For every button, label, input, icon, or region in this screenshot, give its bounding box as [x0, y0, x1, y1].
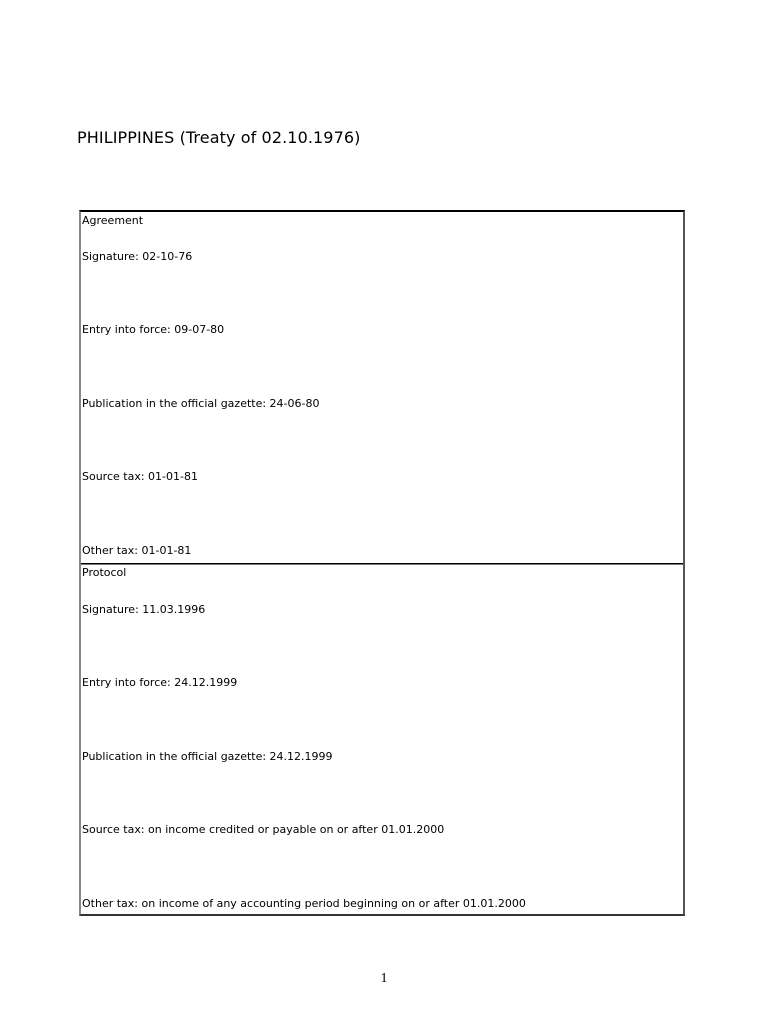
protocol-signature: Signature: 11.03.1996 — [82, 603, 206, 616]
protocol-entry-into-force: Entry into force: 24.12.1999 — [82, 676, 238, 689]
protocol-source-tax: Source tax: on income credited or payable on or after 01.01.2000 — [82, 823, 445, 836]
agreement-source-tax: Source tax: 01-01-81 — [82, 470, 198, 483]
agreement-section — [81, 212, 683, 564]
protocol-section — [81, 564, 683, 916]
page-number: 1 — [380, 971, 388, 986]
protocol-publication: Publication in the official gazette: 24.12.1999 — [82, 750, 333, 763]
agreement-signature: Signature: 02-10-76 — [82, 250, 193, 263]
protocol-heading: Protocol — [82, 566, 127, 579]
agreement-entry-into-force: Entry into force: 09-07-80 — [82, 323, 225, 336]
agreement-heading: Agreement — [82, 214, 144, 227]
protocol-other-tax: Other tax: on income of any accounting period beginning on or after 01.01.2000 — [82, 897, 526, 910]
treaty-table — [79, 210, 685, 916]
agreement-other-tax: Other tax: 01-01-81 — [82, 544, 192, 557]
agreement-publication: Publication in the official gazette: 24-06-80 — [82, 397, 320, 410]
page-title: PHILIPPINES (Treaty of 02.10.1976) — [77, 128, 361, 147]
